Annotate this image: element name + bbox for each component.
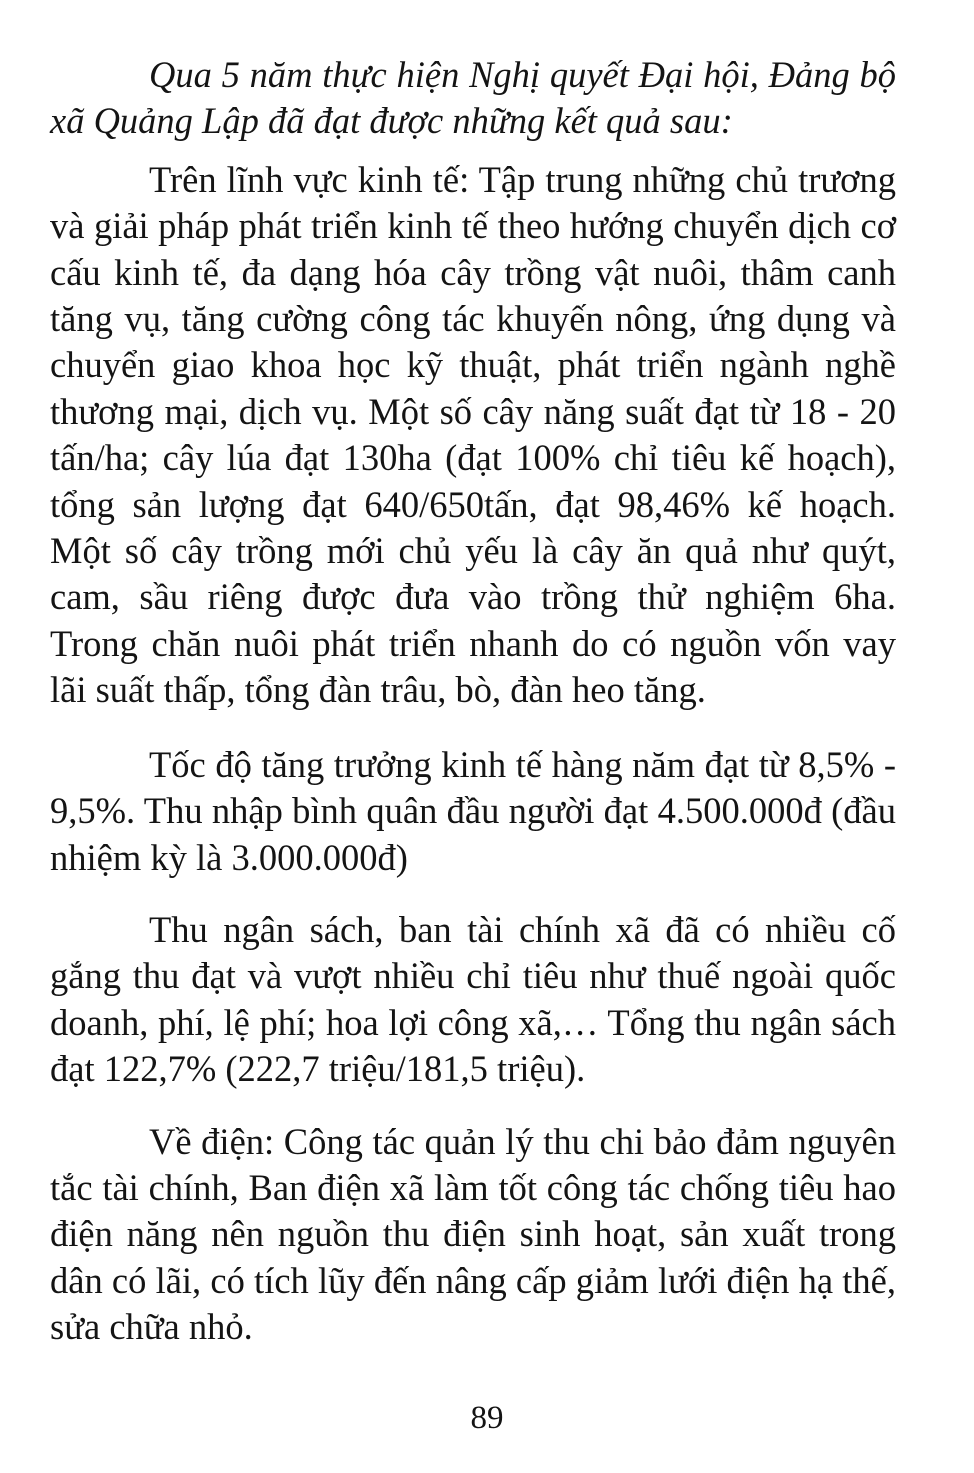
page-number: 89 bbox=[470, 1400, 504, 1436]
budget-paragraph: Thu ngân sách, ban tài chính xã đã có nhiều cố gắng thu đạt và vượt nhiều chỉ tiêu như thuế ngoài quốc doanh, phí, lệ phí; hoa lợi công xã,… Tổng thu ngân sách đạt 122,7% (222,7 triệu/181,5 triệu). bbox=[50, 908, 896, 1090]
growth-paragraph: Tốc độ tăng trưởng kinh tế hàng năm đạt từ 8,5% - 9,5%. Thu nhập bình quân đầu người đạt 4.500.000đ (đầu nhiệm kỳ là 3.000.000đ) bbox=[50, 743, 896, 878]
economy-paragraph: Trên lĩnh vực kinh tế: Tập trung những chủ trương và giải pháp phát triển kinh tế theo hướng chuyển dịch cơ cấu kinh tế, đa dạng hóa cây trồng vật nuôi, thâm canh tăng vụ, tăng cường công tác khuyến nông, ứng dụng và chuyển giao khoa học kỹ thuật, phát triển ngành nghề thương mại, dịch vụ. Một số cây năng suất đạt từ 18 - 20 tấn/ha; cây lúa đạt 130ha (đạt 100% chỉ tiêu kế hoạch), tổng sản lượng đạt 640/650tấn, đạt 98,46% kế hoạch. Một số cây trồng mới chủ yếu là cây ăn quả như quýt, cam, sầu riêng được đưa vào trồng thử nghiệm 6ha. Trong chăn nuôi phát triển nhanh do có nguồn vốn vay lãi suất thấp, tổng đàn trâu, bò, đàn heo tăng. bbox=[50, 158, 896, 711]
electricity-paragraph: Về điện: Công tác quản lý thu chi bảo đảm nguyên tắc tài chính, Ban điện xã làm tốt công tác chống tiêu hao điện năng nên nguồn thu điện sinh hoạt, sản xuất trong dân có lãi, có tích lũy đến nâng cấp giảm lưới điện hạ thế, sửa chữa nhỏ. bbox=[50, 1120, 896, 1348]
page-body bbox=[50, 52, 896, 1351]
intro-paragraph: Qua 5 năm thực hiện Nghị quyết Đại hội, Đảng bộ xã Quảng Lập đã đạt được những kết quả sau: bbox=[50, 54, 896, 142]
